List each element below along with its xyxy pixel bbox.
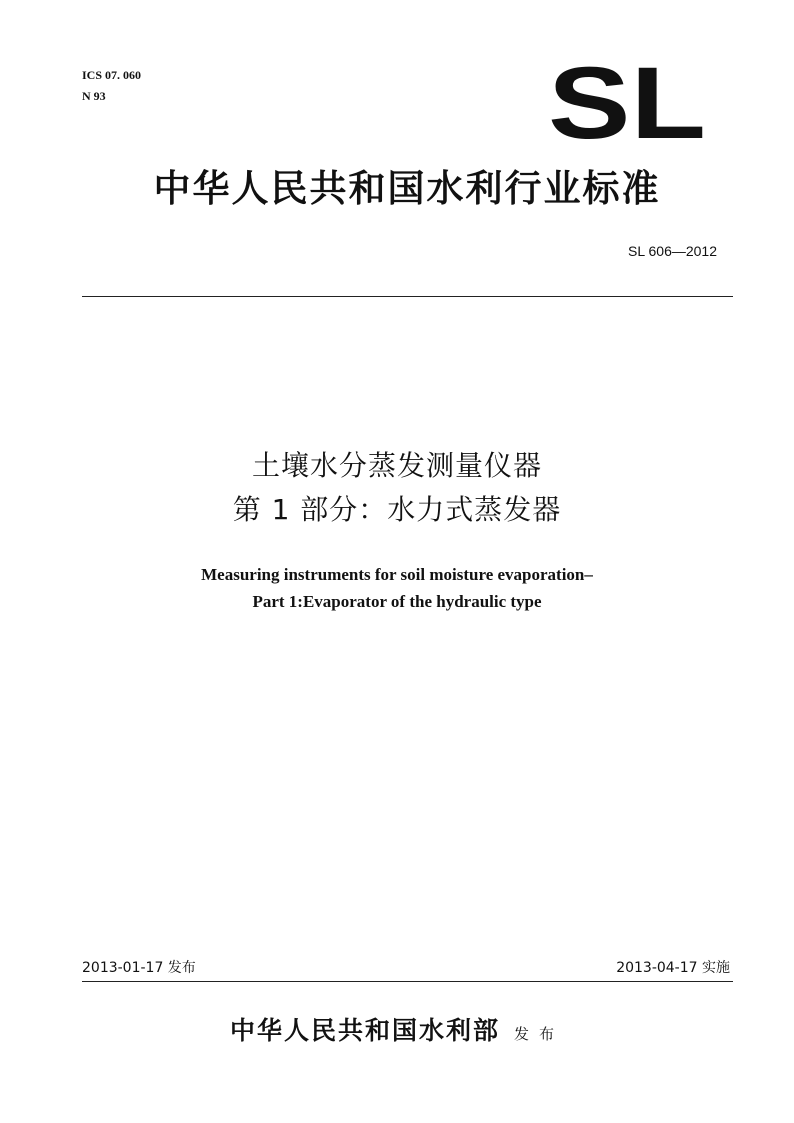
classification-code: N 93 (82, 89, 106, 103)
publisher-name: 中华人民共和国水利部 (229, 1016, 500, 1045)
standard-organization-title: 中华人民共和国水利行业标准 (153, 166, 661, 210)
header-divider (82, 296, 733, 297)
ics-code: ICS 07. 060 (82, 68, 142, 82)
publication-date: 2013-01-17 发布 (82, 960, 196, 976)
sl-logo (548, 62, 708, 142)
chinese-title-line-1: 土壤水分蒸发测量仪器 (251, 449, 542, 482)
footer-divider (82, 981, 733, 982)
standard-number: SL 606—2012 (628, 243, 717, 259)
implementation-date: 2013-04-17 实施 (616, 960, 730, 976)
sl-logo-text: SL (548, 62, 706, 142)
publisher-action: 发布 (514, 1025, 565, 1043)
publisher-block (0, 1011, 794, 1054)
english-title-line-1: Measuring instruments for soil moisture evaporation– (201, 565, 593, 584)
chinese-title-line-2: 第 1 部分：水力式蒸发器 (232, 493, 562, 526)
english-title-line-2: Part 1:Evaporator of the hydraulic type (252, 592, 542, 611)
